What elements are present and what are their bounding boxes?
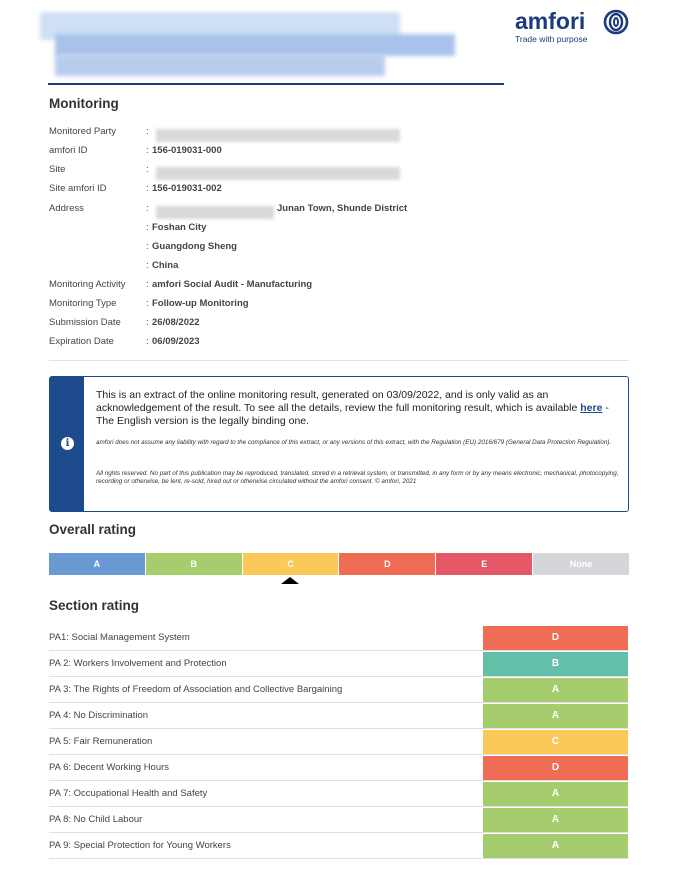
section-name: PA 3: The Rights of Freedom of Association and Collective Bargaining (49, 684, 343, 695)
section-name: PA1: Social Management System (49, 632, 190, 643)
rating-segment-a: A (49, 553, 145, 575)
section-name: PA 6: Decent Working Hours (49, 762, 170, 773)
amfori-circle-icon (603, 9, 629, 35)
info-notice (49, 376, 629, 512)
section-row (49, 833, 629, 859)
section-row (49, 677, 629, 703)
section-grade-badge: D (483, 756, 628, 780)
overall-rating-scale (49, 553, 629, 575)
section-divider (49, 360, 629, 361)
rights-disclaimer: All rights reserved. No part of this publication may be reproduced, translated, stored in a retrieval system, or transmitted, in any form or by any means electronic, mechanical, photocopying, recording or otherwise, be lent, re-sold, hired out or otherwise circulated without the amfori consent. © amfori, 2021 (96, 470, 619, 485)
section-row (49, 729, 629, 755)
section-row (49, 781, 629, 807)
header-divider (48, 83, 504, 85)
selected-rating-marker (281, 577, 299, 584)
rating-segment-c: C (243, 553, 339, 575)
rating-segment-b: B (146, 553, 242, 575)
amfori-logo (515, 6, 635, 46)
logo-wordmark: amfori (515, 8, 586, 34)
notice-strip (50, 377, 84, 511)
section-row (49, 703, 629, 729)
section-name: PA 8: No Child Labour (49, 814, 143, 825)
liability-disclaimer: amfori does not assume any liability with regard to the compliance of this extract, or any versions of this extract, with the Regulation (EU) 2016/679 (General Data Protection Regulation). (96, 439, 612, 446)
logo-tagline: Trade with purpose (515, 34, 588, 44)
redacted-value (156, 167, 400, 180)
section-name: PA 4: No Discrimination (49, 710, 149, 721)
info-icon: i (61, 437, 74, 450)
here-link[interactable]: here (580, 402, 603, 414)
section-rating-table (49, 625, 629, 859)
section-grade-badge: B (483, 652, 628, 676)
redacted-title-line-2 (55, 34, 455, 56)
section-row (49, 625, 629, 651)
section-row (49, 755, 629, 781)
section-name: PA 2: Workers Involvement and Protection (49, 658, 227, 669)
section-row (49, 651, 629, 677)
redacted-value (156, 206, 274, 219)
section-name: PA 9: Special Protection for Young Workers (49, 840, 231, 851)
section-grade-badge: A (483, 782, 628, 806)
monitoring-title: Monitoring (49, 96, 119, 111)
section-name: PA 7: Occupational Health and Safety (49, 788, 208, 799)
section-row (49, 807, 629, 833)
redacted-title-line-3 (55, 54, 385, 76)
rating-segment-e: E (436, 553, 532, 575)
overall-rating-title: Overall rating (49, 522, 137, 537)
section-name: PA 5: Fair Remuneration (49, 736, 153, 747)
section-grade-badge: A (483, 678, 628, 702)
section-grade-badge: D (483, 626, 628, 650)
section-grade-badge: C (483, 730, 628, 754)
section-grade-badge: A (483, 808, 628, 832)
rating-segment-none: None (533, 553, 629, 575)
rating-segment-d: D (339, 553, 435, 575)
section-grade-badge: A (483, 704, 628, 728)
redacted-value (156, 129, 400, 142)
section-grade-badge: A (483, 834, 628, 858)
section-rating-title: Section rating (49, 598, 140, 613)
notice-text: This is an extract of the online monitoring result, generated on 03/09/2022, and is only valid as an acknowledgement of the result. To see all the details, review the full monitoring result, which is available here - The English version is the legally binding one. (96, 389, 609, 427)
